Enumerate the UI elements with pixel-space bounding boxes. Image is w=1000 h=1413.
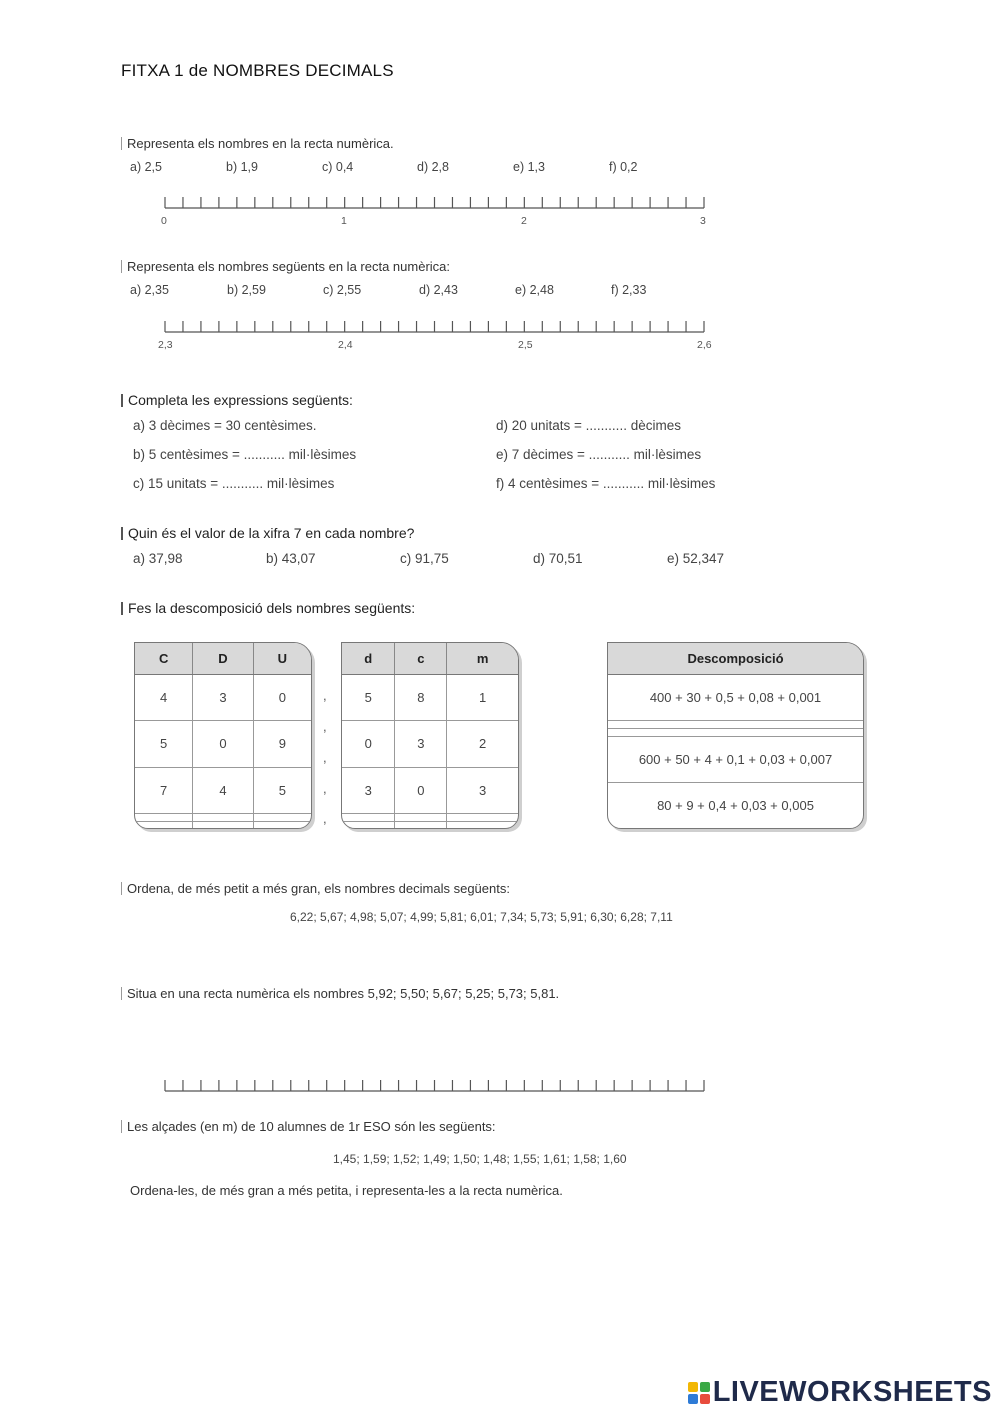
table-cell: 5 — [253, 767, 311, 814]
ex1-option-e: e) 1,3 — [513, 160, 545, 174]
table-cell: 0 — [193, 721, 253, 768]
nl1-label-1: 1 — [341, 215, 347, 227]
decimal-comma: , — [323, 750, 327, 765]
ex2-option-d: d) 2,43 — [419, 283, 458, 297]
header-u: U — [253, 643, 311, 674]
table-cell — [395, 814, 447, 822]
table-cell: 0 — [342, 721, 395, 768]
ex4-option-d: d) 70,51 — [533, 551, 583, 566]
decomposition-table — [607, 642, 864, 829]
table-cell — [135, 814, 193, 822]
ex2-option-a: a) 2,35 — [130, 283, 169, 297]
table-cell — [135, 821, 193, 828]
header-centesimes: c — [395, 643, 447, 674]
table-row — [135, 767, 311, 814]
table-cell: 5 — [342, 674, 395, 721]
table-cell — [193, 821, 253, 828]
nl2-label-3: 2,6 — [697, 339, 712, 351]
decimal-comma: , — [323, 811, 327, 826]
ex3-item-f: f) 4 centèsimes = ........... mil·lèsimes — [496, 476, 716, 491]
number-line-2 — [165, 318, 705, 338]
table-cell — [253, 814, 311, 822]
ex3-item-e: e) 7 dècimes = ........... mil·lèsimes — [496, 447, 702, 462]
table-row — [342, 674, 518, 721]
ex5-heading: Fes la descomposició dels nombres següents: — [121, 600, 415, 616]
header-decomposicio: Descomposició — [608, 643, 863, 674]
table-cell: 1 — [447, 674, 518, 721]
table-cell: 0 — [395, 767, 447, 814]
ex2-option-f: f) 2,33 — [611, 283, 647, 297]
table-cell: 3 — [193, 674, 253, 721]
table-cell: 80 + 9 + 0,4 + 0,03 + 0,005 — [657, 798, 814, 814]
nl1-label-2: 2 — [521, 215, 527, 227]
table-cell: 600 + 50 + 4 + 0,1 + 0,03 + 0,007 — [608, 736, 863, 783]
ex8-heading: Les alçades (en m) de 10 alumnes de 1r ESO són les següents: — [121, 1119, 496, 1134]
decimal-comma: , — [323, 781, 327, 796]
ex8-instruction: Ordena-les, de més gran a més petita, i representa-les a la recta numèrica. — [130, 1183, 563, 1198]
ex3-item-b: b) 5 centèsimes = ........... mil·lèsimes — [133, 447, 357, 462]
table-cell: 3 — [342, 767, 395, 814]
nl2-label-2: 2,5 — [518, 339, 533, 351]
page-title: FITXA 1 de NOMBRES DECIMALS — [121, 61, 394, 80]
table-row — [608, 721, 863, 729]
ex3-heading: Completa les expressions següents: — [121, 392, 353, 408]
table-cell — [395, 821, 447, 828]
table-row — [342, 721, 518, 768]
table-row — [608, 783, 863, 828]
ex3-item-a: a) 3 dècimes = 30 centèsimes. — [133, 418, 317, 433]
ex2-heading: Representa els nombres següents en la recta numèrica: — [121, 259, 450, 274]
decimal-comma: , — [323, 719, 327, 734]
ex6-heading: Ordena, de més petit a més gran, els nombres decimals següents: — [121, 881, 510, 896]
table-row — [135, 821, 311, 828]
table-row — [342, 814, 518, 822]
nl2-label-1: 2,4 — [338, 339, 353, 351]
table-cell: 4 — [193, 767, 253, 814]
ex8-heights-list: 1,45; 1,59; 1,52; 1,49; 1,50; 1,48; 1,55; 1,61; 1,58; 1,60 — [333, 1152, 627, 1166]
table-cell: 4 — [135, 674, 193, 721]
ex2-option-b: b) 2,59 — [227, 283, 266, 297]
header-d: D — [193, 643, 253, 674]
table-cell — [193, 814, 253, 822]
decimal-comma: , — [323, 688, 327, 703]
table-row — [608, 674, 863, 721]
table-cell: 3 — [395, 721, 447, 768]
number-line-1 — [165, 194, 705, 214]
integer-part-table — [134, 642, 312, 829]
nl1-label-3: 3 — [700, 215, 706, 227]
table-row — [608, 728, 863, 736]
nl2-label-0: 2,3 — [158, 339, 173, 351]
ex2-option-e: e) 2,48 — [515, 283, 554, 297]
table-cell: 9 — [253, 721, 311, 768]
table-row — [342, 767, 518, 814]
ex1-heading: Representa els nombres en la recta numèrica. — [121, 136, 394, 151]
ex2-option-c: c) 2,55 — [323, 283, 362, 297]
decimal-part-table — [341, 642, 519, 829]
ex4-option-a: a) 37,98 — [133, 551, 183, 566]
table-cell: 2 — [447, 721, 518, 768]
ex1-option-f: f) 0,2 — [609, 160, 638, 174]
table-cell: 8 — [395, 674, 447, 721]
nl1-label-0: 0 — [161, 215, 167, 227]
table-row — [342, 821, 518, 828]
ex3-item-d: d) 20 unitats = ........... dècimes — [496, 418, 681, 433]
ex3-item-c: c) 15 unitats = ........... mil·lèsimes — [133, 476, 335, 491]
table-row — [135, 814, 311, 822]
table-cell: 0 — [253, 674, 311, 721]
ex6-number-list: 6,22; 5,67; 4,98; 5,07; 4,99; 5,81; 6,01; 7,34; 5,73; 5,91; 6,30; 6,28; 7,11 — [290, 910, 673, 924]
table-row — [135, 721, 311, 768]
ex4-option-b: b) 43,07 — [266, 551, 316, 566]
table-cell — [342, 814, 395, 822]
ex4-option-c: c) 91,75 — [400, 551, 449, 566]
ex1-option-a: a) 2,5 — [130, 160, 162, 174]
table-cell — [608, 728, 863, 736]
table-cell: 400 + 30 + 0,5 + 0,08 + 0,001 — [608, 674, 863, 721]
table-cell: 3 — [447, 767, 518, 814]
header-millesimes: m — [447, 643, 518, 674]
header-c: C — [135, 643, 193, 674]
ex4-heading: Quin és el valor de la xifra 7 en cada nombre? — [121, 525, 414, 541]
table-row — [608, 736, 863, 783]
ex4-option-e: e) 52,347 — [667, 551, 725, 566]
ex1-option-d: d) 2,8 — [417, 160, 449, 174]
table-cell — [608, 721, 863, 729]
liveworksheets-logo: LIVEWORKSHEETS — [688, 1376, 992, 1409]
number-line-3 — [165, 1077, 705, 1097]
table-cell: 5 — [135, 721, 193, 768]
table-row — [135, 674, 311, 721]
table-cell — [447, 821, 518, 828]
table-cell — [253, 821, 311, 828]
table-cell — [447, 814, 518, 822]
table-cell: 7 — [135, 767, 193, 814]
header-decimes: d — [342, 643, 395, 674]
ex1-option-b: b) 1,9 — [226, 160, 258, 174]
ex1-option-c: c) 0,4 — [322, 160, 354, 174]
liveworksheets-logo-icon — [688, 1382, 710, 1404]
table-cell — [342, 821, 395, 828]
ex7-heading: Situa en una recta numèrica els nombres 5,92; 5,50; 5,67; 5,25; 5,73; 5,81. — [121, 986, 559, 1001]
